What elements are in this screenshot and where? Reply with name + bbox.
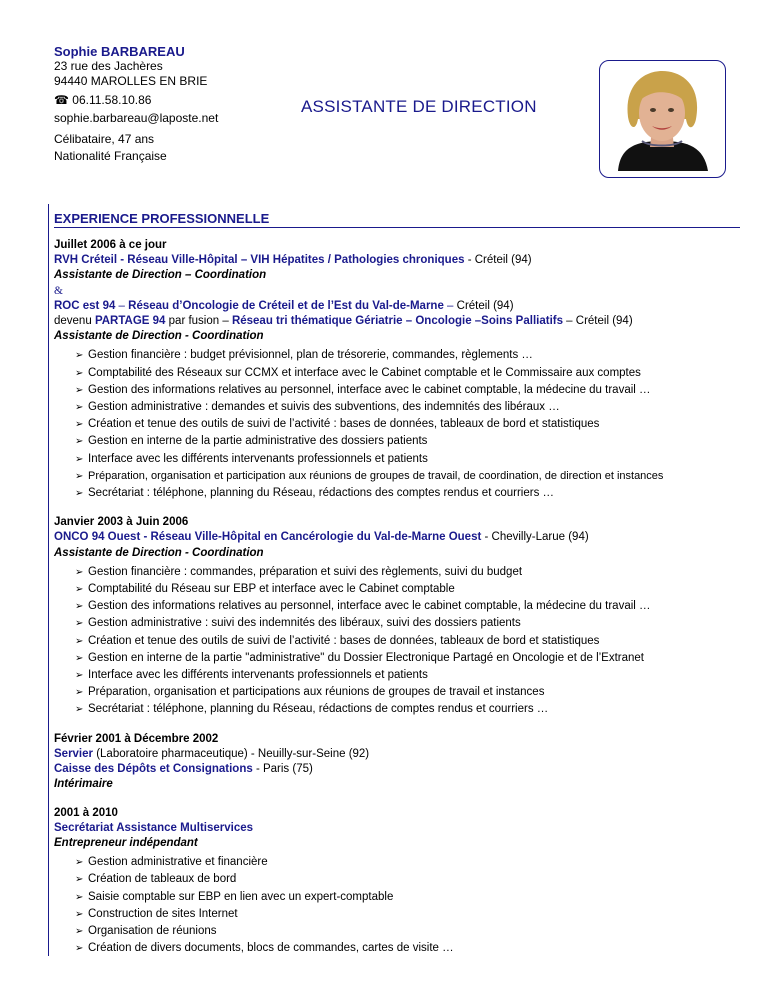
task-list: [54, 854, 744, 957]
list-item: ➢ Secrétariat : téléphone, planning du Réseau, rédactions de comptes rendus et courriers …: [75, 701, 744, 718]
job-title: ASSISTANTE DE DIRECTION: [301, 97, 537, 116]
job-date: Juillet 2006 à ce jour: [54, 239, 167, 251]
arrow-bullet-icon: ➢: [75, 584, 84, 596]
arrow-bullet-icon: ➢: [75, 857, 84, 869]
list-item: ➢ Gestion administrative : suivi des indemnités des libéraux, suivi des dossiers patients: [75, 615, 744, 632]
address-line-1: 23 rue des Jachères: [54, 59, 163, 73]
job-location: – Créteil (94): [562, 315, 633, 328]
arrow-bullet-icon: ➢: [75, 874, 84, 886]
arrow-bullet-icon: ➢: [75, 436, 84, 448]
job-role: Intérimaire: [54, 778, 113, 791]
list-item: ➢ Gestion des informations relatives au personnel, interface avec le cabinet comptable, la médecine du travail …: [75, 598, 744, 615]
job-entry: [54, 515, 744, 718]
marital-status: Célibataire, 47 ans: [54, 132, 155, 146]
job-entry: [54, 806, 744, 958]
job-location: - Chevilly-Larue (94): [481, 531, 589, 544]
arrow-bullet-icon: ➢: [75, 419, 84, 431]
arrow-bullet-icon: ➢: [75, 635, 84, 647]
email: sophie.barbareau@laposte.net: [54, 111, 219, 125]
list-item: ➢ Préparation, organisation et participations aux réunions de groupes de travail et instances: [75, 684, 744, 701]
text: par fusion –: [165, 315, 232, 328]
task-list: [54, 564, 744, 719]
job-org: Caisse des Dépôts et Consignations: [54, 763, 253, 776]
arrow-bullet-icon: ➢: [75, 652, 84, 664]
list-item: ➢ Gestion en interne de la partie "administrative" du Dossier Electronique Partagé en Oncologie et de l’Extranet: [75, 650, 744, 667]
text: devenu: [54, 315, 95, 328]
list-item: ➢ Comptabilité des Réseaux sur CCMX et interface avec le Cabinet comptable et le Commissaire aux comptes: [75, 365, 744, 382]
arrow-bullet-icon: ➢: [75, 943, 84, 955]
phone-icon: ☎: [54, 93, 69, 107]
list-item: ➢ Création et tenue des outils de suivi de l’activité : bases de données, tableaux de bord et statistiques: [75, 416, 744, 433]
job-entry: [54, 238, 744, 502]
arrow-bullet-icon: ➢: [75, 908, 84, 920]
list-item: ➢ Interface avec les différents intervenants professionnels et patients: [75, 451, 744, 468]
list-item: ➢ Création de divers documents, blocs de commandes, cartes de visite …: [75, 940, 744, 957]
job-org: PARTAGE 94: [94, 315, 166, 328]
arrow-bullet-icon: ➢: [75, 367, 84, 379]
arrow-bullet-icon: ➢: [75, 687, 84, 699]
photo-frame: [599, 60, 726, 178]
job-org-line: [54, 530, 744, 545]
job-role: Assistante de Direction - Coordination: [54, 546, 264, 559]
list-item: ➢ Gestion financière : commandes, préparation et suivi des règlements, suivi du budget: [75, 564, 744, 581]
job-location: (Laboratoire pharmaceutique) - Neuilly-sur-Seine (92): [93, 747, 370, 760]
list-item: ➢ Création de tableaux de bord: [75, 871, 744, 888]
separator: –: [115, 299, 129, 312]
ampersand: &: [54, 284, 63, 297]
phone-number: 06.11.58.10.86: [72, 93, 152, 107]
arrow-bullet-icon: ➢: [75, 350, 84, 362]
arrow-bullet-icon: ➢: [75, 601, 84, 613]
list-item: ➢ Organisation de réunions: [75, 923, 744, 940]
list-item: ➢ Préparation, organisation et participation aux réunions de groupes de travail, de coordination, de direction et instances: [75, 468, 744, 485]
job-org: Secrétariat Assistance Multiservices: [54, 821, 254, 834]
address-line-2: 94440 MAROLLES EN BRIE: [54, 74, 208, 88]
experience-list: [54, 238, 744, 970]
job-location: - Créteil (94): [464, 254, 532, 267]
job-date: Janvier 2003 à Juin 2006: [54, 516, 189, 529]
job-org: Réseau d’Oncologie de Créteil et de l’Est du Val-de-Marne: [128, 299, 444, 312]
arrow-bullet-icon: ➢: [75, 925, 84, 937]
list-item: ➢ Gestion administrative : demandes et suivis des subventions, des indemnités des libéraux …: [75, 399, 744, 416]
nationality: Nationalité Française: [54, 149, 167, 163]
job-org: Servier: [54, 747, 94, 760]
list-item: ➢ Comptabilité du Réseau sur EBP et interface avec le Cabinet comptable: [75, 581, 744, 598]
arrow-bullet-icon: ➢: [75, 470, 84, 482]
job-role: Assistante de Direction – Coordination: [54, 269, 267, 282]
arrow-bullet-icon: ➢: [75, 488, 84, 500]
job-role: Assistante de Direction - Coordination: [54, 330, 264, 343]
job-org: Réseau tri thématique Gériatrie – Oncologie –Soins Palliatifs: [231, 315, 563, 328]
arrow-bullet-icon: ➢: [75, 566, 84, 578]
job-org: ROC est 94: [54, 299, 116, 312]
arrow-bullet-icon: ➢: [75, 384, 84, 396]
list-item: ➢ Gestion administrative et financière: [75, 854, 744, 871]
list-item: ➢ Secrétariat : téléphone, planning du Réseau, rédactions des comptes rendus et courriers …: [75, 485, 744, 502]
arrow-bullet-icon: ➢: [75, 402, 84, 414]
job-org-line: [54, 821, 744, 836]
task-list: [54, 347, 744, 502]
job-org-line: ROC est 94 – Réseau d’Oncologie de Créteil et de l’Est du Val-de-Marne – Créteil (94): [54, 299, 514, 312]
job-org-line: [54, 314, 744, 329]
section-heading: EXPERIENCE PROFESSIONNELLE: [54, 211, 740, 228]
list-item: ➢ Gestion en interne de la partie administrative des dossiers patients: [75, 433, 744, 450]
arrow-bullet-icon: ➢: [75, 670, 84, 682]
list-item: ➢ Création et tenue des outils de suivi de l’activité : bases de données, tableaux de bord et statistiques: [75, 633, 744, 650]
job-date: 2001 à 2010: [54, 806, 118, 819]
job-date: Février 2001 à Décembre 2002: [54, 732, 219, 745]
list-item: ➢ Gestion des informations relatives au personnel, interface avec le cabinet comptable, la médecine du travail …: [75, 382, 744, 399]
candidate-name: Sophie BARBAREAU: [54, 44, 185, 59]
arrow-bullet-icon: ➢: [75, 891, 84, 903]
job-location: - Paris (75): [252, 763, 313, 776]
list-item: ➢ Gestion financière : budget prévisionnel, plan de trésorerie, commandes, règlements …: [75, 347, 744, 364]
arrow-bullet-icon: ➢: [75, 618, 84, 630]
job-org: RVH Créteil - Réseau Ville-Hôpital – VIH Hépatites / Pathologies chroniques: [54, 254, 465, 267]
arrow-bullet-icon: ➢: [75, 453, 84, 465]
job-org-line: [54, 747, 744, 762]
job-org: ONCO 94 Ouest - Réseau Ville-Hôpital en Cancérologie du Val-de-Marne Ouest: [54, 531, 482, 544]
job-org-line: [54, 253, 744, 268]
profile-photo: [600, 61, 725, 177]
left-rule: [48, 204, 49, 956]
list-item: ➢ Saisie comptable sur EBP en lien avec un expert-comptable: [75, 889, 744, 906]
job-org-line: [54, 762, 744, 777]
job-location: Créteil (94): [453, 299, 514, 312]
list-item: ➢ Construction de sites Internet: [75, 906, 744, 923]
job-role: Entrepreneur indépendant: [54, 836, 198, 849]
list-item: ➢ Interface avec les différents intervenants professionnels et patients: [75, 667, 744, 684]
arrow-bullet-icon: ➢: [75, 704, 84, 716]
job-entry: [54, 732, 744, 793]
